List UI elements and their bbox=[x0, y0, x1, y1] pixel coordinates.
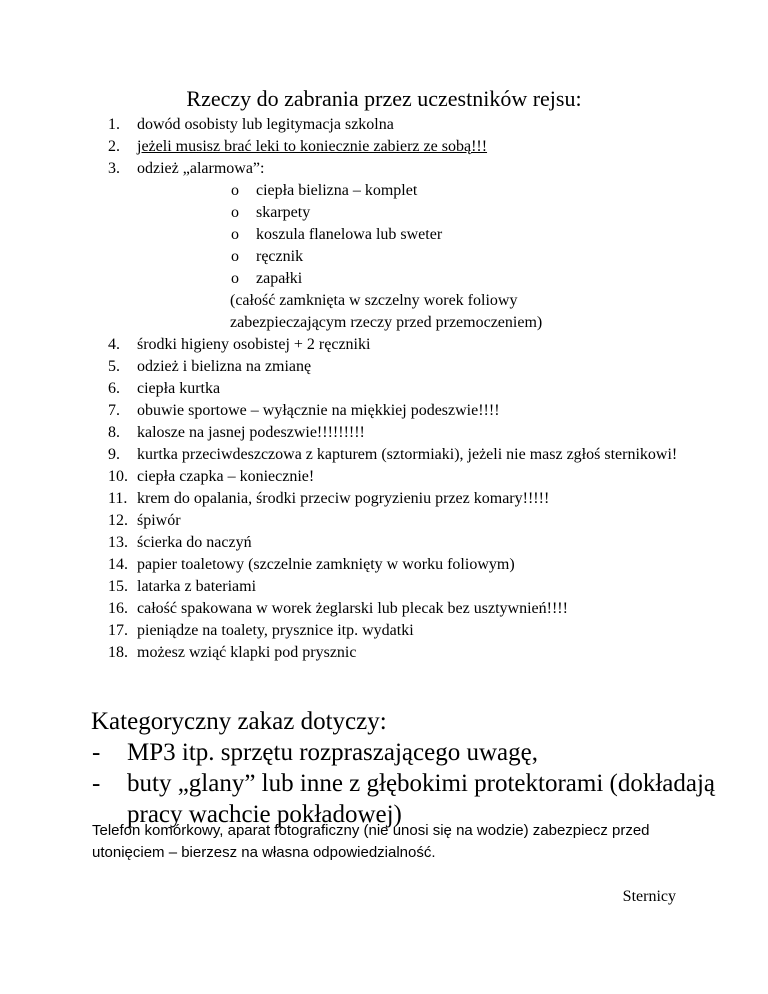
item-number: 9. bbox=[108, 446, 120, 463]
ban-item-text: MP3 itp. sprzętu rozpraszającego uwagę, bbox=[127, 739, 538, 766]
item-number: 10. bbox=[108, 468, 128, 485]
sublist-text: skarpety bbox=[256, 204, 311, 221]
item-text: ciepła kurtka bbox=[137, 380, 221, 397]
sublist-item bbox=[231, 246, 688, 268]
dash: - bbox=[92, 739, 101, 766]
list-item bbox=[108, 378, 688, 400]
item-text: możesz wziąć klapki pod prysznic bbox=[137, 644, 357, 661]
list-item bbox=[108, 532, 688, 554]
ban-item-text: buty „glany” lub inne z głębokimi protektorami (dokładają pracy wachcie pokładowej) bbox=[127, 770, 716, 828]
item-text: całość spakowana w worek żeglarski lub plecak bez usztywnień!!!! bbox=[137, 600, 568, 617]
list-item bbox=[108, 554, 688, 576]
sublist-text: zapałki bbox=[256, 270, 303, 287]
list-item bbox=[108, 136, 688, 158]
list-item bbox=[108, 334, 688, 356]
item-number: 14. bbox=[108, 556, 128, 573]
page-title: Rzeczy do zabrania przez uczestników rejsu: bbox=[186, 86, 582, 111]
item-number: 8. bbox=[108, 424, 120, 441]
item-text: pieniądze na toalety, prysznice itp. wydatki bbox=[137, 622, 414, 639]
bullet: o bbox=[231, 182, 239, 199]
alarm-note bbox=[230, 290, 688, 334]
signature: Sternicy bbox=[622, 888, 676, 905]
sublist-text: ręcznik bbox=[256, 248, 304, 265]
list-item bbox=[108, 488, 688, 510]
item-text: ścierka do naczyń bbox=[137, 534, 252, 551]
packing-list bbox=[108, 114, 688, 664]
sublist-text: ciepła bielizna – komplet bbox=[256, 182, 418, 199]
ban-list bbox=[92, 737, 732, 830]
item-text: obuwie sportowe – wyłącznie na miękkiej podeszwie!!!! bbox=[137, 402, 500, 419]
list-item bbox=[108, 598, 688, 620]
item-number: 13. bbox=[108, 534, 128, 551]
item-number: 2. bbox=[108, 138, 120, 155]
list-item bbox=[108, 356, 688, 378]
list-item bbox=[108, 114, 688, 136]
item-number: 17. bbox=[108, 622, 128, 639]
item-text: kalosze na jasnej podeszwie!!!!!!!!! bbox=[137, 424, 365, 441]
bullet: o bbox=[231, 270, 239, 287]
list-item bbox=[108, 422, 688, 444]
sublist-text: koszula flanelowa lub sweter bbox=[256, 226, 443, 243]
item-number: 7. bbox=[108, 402, 120, 419]
sublist-item bbox=[231, 180, 688, 202]
phone-notice: Telefon komórkowy, aparat fotograficzny (nie unosi się na wodzie) zabezpiecz przed utonięciem – bierzesz na własna odpowiedzialność. bbox=[92, 822, 650, 861]
item-number: 15. bbox=[108, 578, 128, 595]
alarm-note-line: (całość zamknięta w szczelny worek foliowy bbox=[230, 292, 518, 309]
item-number: 3. bbox=[108, 160, 120, 177]
list-item bbox=[108, 400, 688, 422]
dash: - bbox=[92, 770, 101, 797]
item-text: jeżeli musisz brać leki to koniecznie zabierz ze sobą!!! bbox=[137, 138, 488, 155]
sublist-item bbox=[231, 202, 688, 224]
item-text: dowód osobisty lub legitymacja szkolna bbox=[137, 116, 394, 133]
item-text: środki higieny osobistej + 2 ręczniki bbox=[137, 336, 371, 353]
bullet: o bbox=[231, 226, 239, 243]
item-number: 5. bbox=[108, 358, 120, 375]
item-number: 1. bbox=[108, 116, 120, 133]
list-item bbox=[108, 466, 688, 488]
item-text: kurtka przeciwdeszczowa z kapturem (sztormiaki), jeżeli nie masz zgłoś sternikowi! bbox=[137, 446, 678, 463]
item-text: krem do opalania, środki przeciw pogryzieniu przez komary!!!!! bbox=[137, 490, 550, 507]
sublist-item bbox=[231, 268, 688, 290]
alarm-note-line: zabezpieczającym rzeczy przed przemoczeniem) bbox=[230, 314, 543, 331]
ban-heading: Kategoryczny zakaz dotyczy: bbox=[91, 708, 387, 735]
bullet: o bbox=[231, 248, 239, 265]
list-item bbox=[108, 158, 688, 334]
item-number: 11. bbox=[108, 490, 128, 507]
bullet: o bbox=[231, 204, 239, 221]
item-text: odzież „alarmowa”: bbox=[137, 160, 265, 177]
list-item bbox=[108, 510, 688, 532]
alarm-sublist bbox=[137, 180, 688, 290]
item-number: 12. bbox=[108, 512, 128, 529]
item-number: 16. bbox=[108, 600, 128, 617]
item-number: 4. bbox=[108, 336, 120, 353]
sublist-item bbox=[231, 224, 688, 246]
list-item bbox=[108, 444, 688, 466]
item-text: odzież i bielizna na zmianę bbox=[137, 358, 312, 375]
item-number: 6. bbox=[108, 380, 120, 397]
item-text: papier toaletowy (szczelnie zamknięty w worku foliowym) bbox=[137, 556, 515, 573]
list-item bbox=[108, 642, 688, 664]
item-text: latarka z bateriami bbox=[137, 578, 257, 595]
list-item bbox=[108, 576, 688, 598]
ban-item bbox=[92, 737, 732, 768]
item-text: ciepła czapka – koniecznie! bbox=[137, 468, 315, 485]
list-item bbox=[108, 620, 688, 642]
item-number: 18. bbox=[108, 644, 128, 661]
item-text: śpiwór bbox=[137, 512, 181, 529]
